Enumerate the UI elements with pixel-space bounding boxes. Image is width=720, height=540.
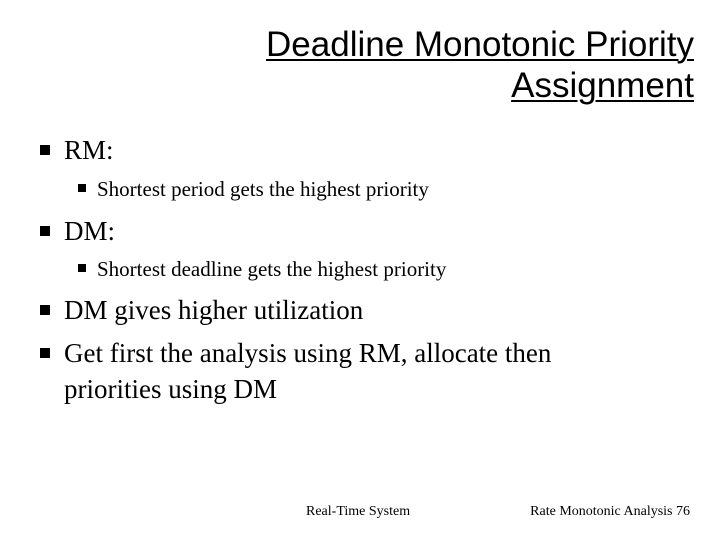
- square-bullet-icon: [40, 348, 50, 358]
- bullet-text-line1: Get first the analysis using RM, allocate then: [64, 338, 552, 368]
- bullet-text: DM gives higher utilization: [64, 295, 364, 325]
- footer-left: Real-Time System: [306, 504, 411, 519]
- bullet-analysis: [0, 336, 720, 370]
- bullet-text-line2: priorities using DM: [64, 374, 277, 404]
- square-bullet-icon: [40, 305, 50, 315]
- square-bullet-icon: [78, 184, 86, 192]
- bullet-dm-utilization: [0, 293, 720, 327]
- slide-title-line1: Deadline Monotonic Priority: [266, 25, 694, 64]
- sub-bullet-dm: [0, 256, 720, 282]
- footer-right: Rate Monotonic Analysis 76: [530, 504, 690, 519]
- bullet-dm: [0, 214, 720, 248]
- bullet-analysis-continued: [0, 372, 720, 406]
- slide-title-line2: Assignment: [511, 66, 694, 105]
- sub-bullet-text: Shortest period gets the highest priority: [97, 177, 429, 201]
- slide-title: [94, 24, 694, 106]
- square-bullet-icon: [40, 145, 50, 155]
- bullet-text: DM:: [64, 216, 116, 246]
- sub-bullet-rm: [0, 176, 720, 202]
- bullet-rm: [0, 133, 720, 167]
- square-bullet-icon: [40, 226, 50, 236]
- bullet-text: RM:: [64, 135, 114, 165]
- square-bullet-icon: [78, 264, 86, 272]
- sub-bullet-text: Shortest deadline gets the highest priority: [97, 257, 447, 281]
